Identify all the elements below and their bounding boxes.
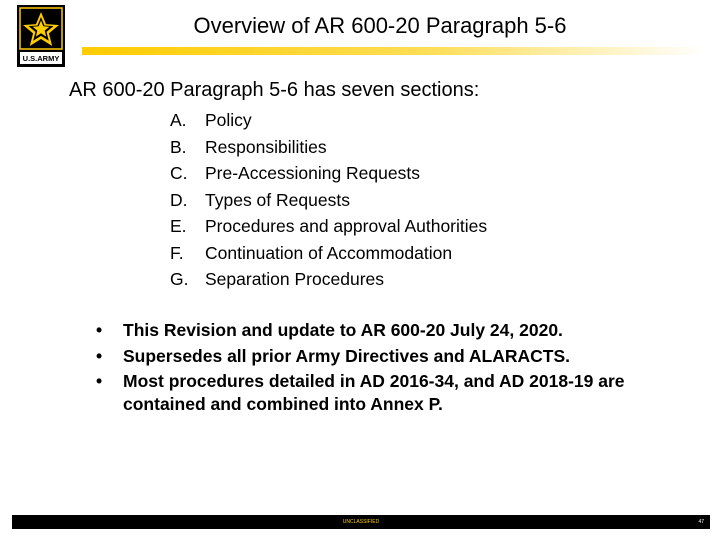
section-item bbox=[170, 187, 487, 214]
bullet-icon: • bbox=[96, 345, 103, 366]
intro-text: AR 600-20 Paragraph 5-6 has seven sections: bbox=[69, 79, 480, 101]
section-item bbox=[170, 266, 487, 293]
classification-label: UNCLASSIFIED bbox=[342, 519, 380, 525]
section-label: Continuation of Accommodation bbox=[205, 242, 453, 263]
page-number: 47 bbox=[698, 519, 704, 525]
page-title: Overview of AR 600-20 Paragraph 5-6 bbox=[193, 13, 567, 38]
notes-list bbox=[96, 319, 696, 418]
section-label: Procedures and approval Authorities bbox=[205, 216, 488, 236]
title-underline bbox=[82, 47, 706, 55]
section-item bbox=[170, 240, 487, 267]
note-text: Most procedures detailed in AD 2016-34, and AD 2018-19 are contained and combined into Annex P. bbox=[123, 371, 625, 414]
sections-list bbox=[170, 107, 487, 293]
note-item bbox=[96, 370, 696, 415]
section-letter: G. bbox=[170, 269, 189, 289]
bullet-icon: • bbox=[96, 371, 103, 391]
footer-bar bbox=[12, 515, 710, 529]
section-label: Pre-Accessioning Requests bbox=[205, 163, 420, 183]
logo-wordmark: U.S.ARMY bbox=[22, 54, 60, 63]
note-item bbox=[96, 345, 696, 368]
note-text: Supersedes all prior Army Directives and ALARACTS. bbox=[123, 345, 571, 366]
section-letter: F. bbox=[170, 242, 184, 263]
section-label: Separation Procedures bbox=[205, 269, 384, 289]
note-item bbox=[96, 319, 696, 342]
section-item bbox=[170, 107, 487, 134]
section-letter: B. bbox=[170, 136, 187, 157]
section-letter: C. bbox=[170, 163, 188, 183]
section-item bbox=[170, 160, 487, 187]
bullet-icon: • bbox=[96, 320, 103, 340]
note-text: This Revision and update to AR 600-20 July 24, 2020. bbox=[123, 320, 563, 340]
section-label: Responsibilities bbox=[205, 136, 327, 157]
section-item bbox=[170, 134, 487, 161]
section-item bbox=[170, 213, 487, 240]
section-letter: E. bbox=[170, 216, 187, 236]
section-letter: D. bbox=[170, 189, 188, 210]
section-label: Policy bbox=[205, 110, 252, 130]
section-label: Types of Requests bbox=[205, 189, 350, 210]
section-letter: A. bbox=[170, 110, 187, 130]
